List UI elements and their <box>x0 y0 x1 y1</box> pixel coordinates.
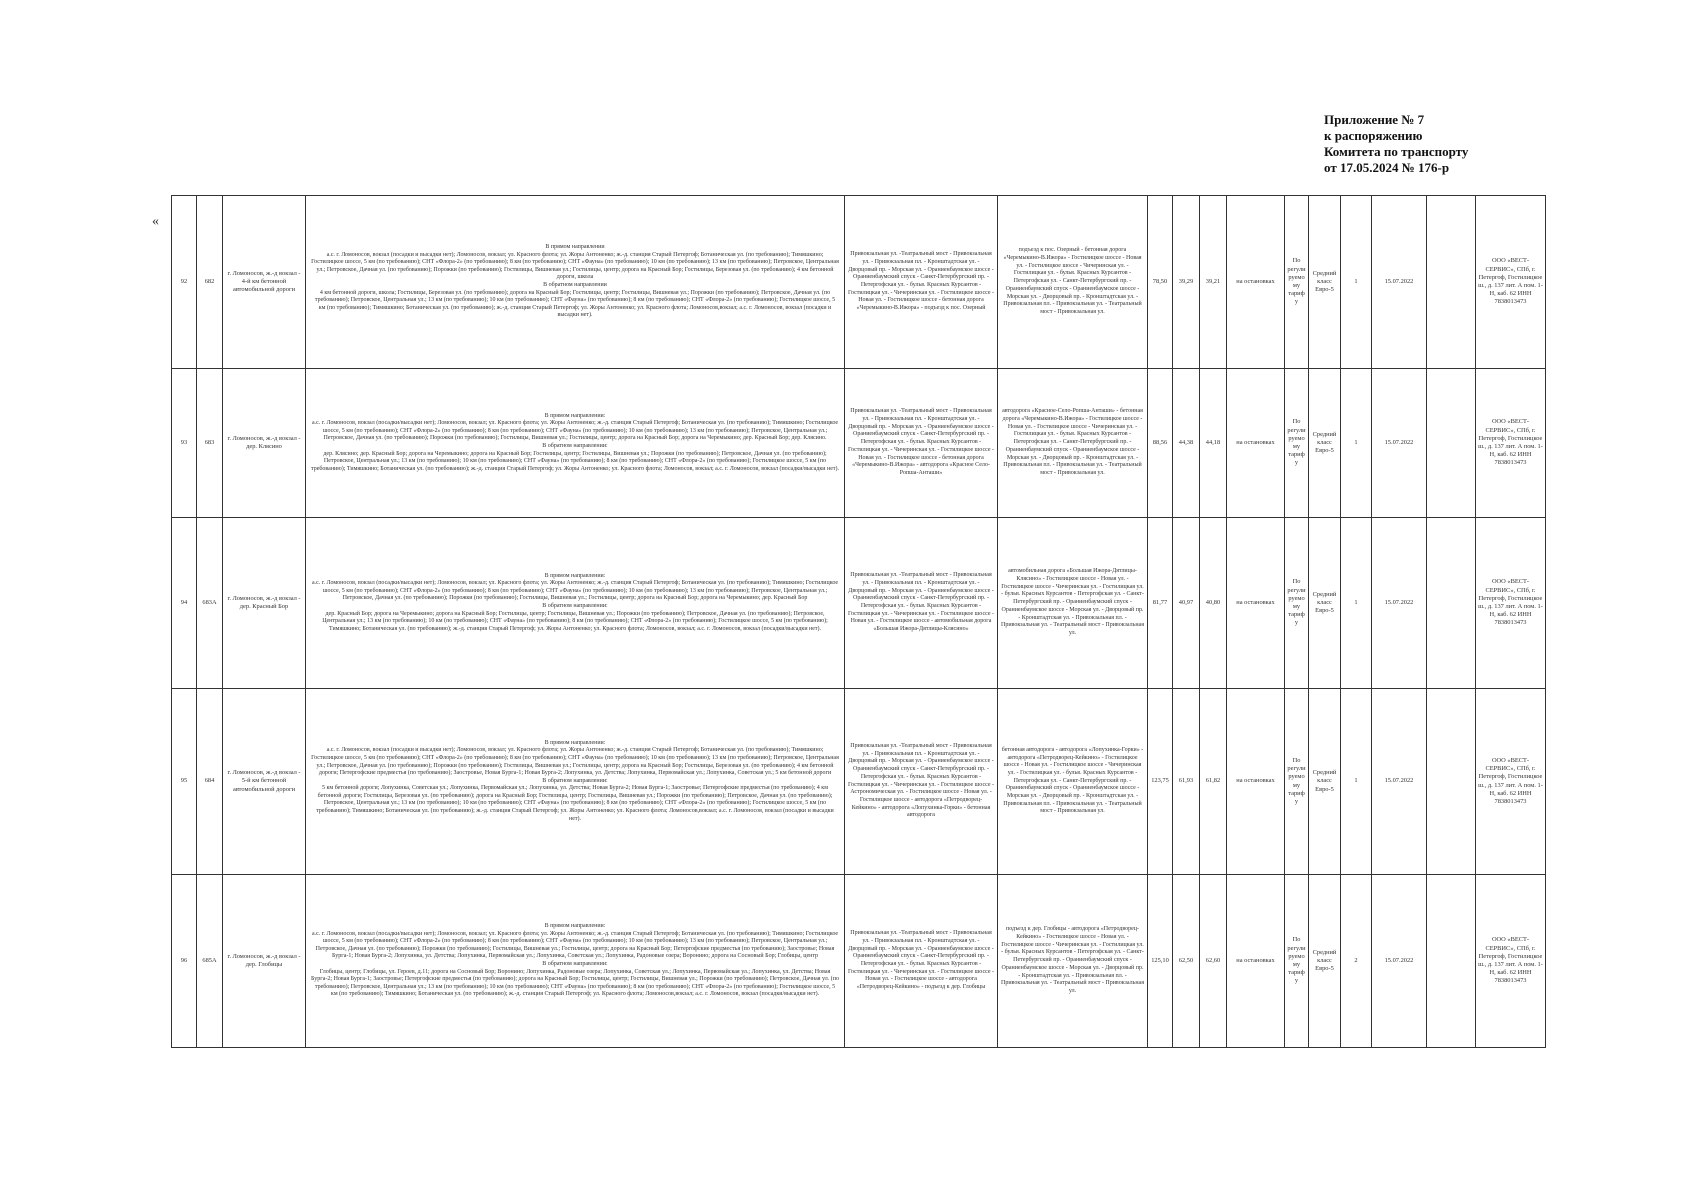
route-length: 78,50 <box>1148 196 1173 369</box>
streets-back: подъезд к пос. Озерный - бетонная дорога «Черемыкино-В.Ижора» - Гостилицкое шоссе - Новая ул. - Гостилицкое шоссе - Чичеринская ул. - Гостилицкая ул. - бульв. Красных Курсантов - Петергофская ул. - Санкт-Петербургский пр. - Ораниенбаумский спуск - Ораниенбаумское шоссе - Морская ул. - Дворцовый пр. - Кронштадтская ул. - Привокзальная пл. - Привокзальная ул. - Театральный мост - Привокзальная ул. <box>998 196 1148 369</box>
route-path <box>306 196 845 369</box>
header-line-3: Комитета по транспорту <box>1324 144 1469 159</box>
streets-forward: Привокзальная ул. -Театральный мост - Привокзальная ул. - Привокзальная пл. - Кронштадтская ул. - Дворцовый пр. - Морская ул. - Ораниенбаумское шоссе - Ораниенбаумский спуск - Санкт-Петербургский пр. - Петергофская ул. - бульв. Красных Курсантов - Гостилицкая ул. - Чичеринская ул. - Гостилицкое шоссе - Новая ул. - Гостилицкое шоссе - автомобильная дорога «Большая Ижора-Дятлицы-Клясино» <box>845 518 998 689</box>
forward-length: 62,50 <box>1173 875 1200 1048</box>
header-line-2: к распоряжению <box>1324 128 1423 143</box>
vehicle-class: Средний класс Евро-5 <box>1309 369 1341 518</box>
tariff-type: По регулируемому тарифу <box>1285 689 1309 875</box>
tariff-type: По регулируемому тарифу <box>1285 196 1309 369</box>
row-number: 92 <box>172 196 197 369</box>
back-title: В обратном направлении: <box>542 777 608 784</box>
forward-stops: а.с. г. Ломоносов, вокзал (посадки/высадки нет); Ломоносов, вокзал; ул. Красного флота; ул. Жоры Антоненко; ж.-д. станция Старый Петергоф; Ботаническая ул. (по требованию); Тимяшкино; Гостилицкое шоссе, 5 км (по требованию); СНТ «Флора-2» (по требованию); 8 км (по требованию); СНТ «Фауна» (по требованию); 10 км (по требованию); 13 км (по требованию); Петровское, Центральная ул.; Петровское, Дачная ул. (по требованию); Порожки (по требованию); Гостилицы, Вишневая ул.; Гостилицы, центр; дорога на Красный Бор; Петергофские предместья (по требованию); Заостровье; Новая Бурга-1; Новая Бурга-2; Лопухинка, ул. Детства; Лопухинка, Первомайская ул.; Лопухинка, Советская ул.; Лопухинка, Радоновые озера; Воронино; дорога на Сосновый Бор; Глобицы, центр <box>311 930 839 960</box>
back-length: 62,60 <box>1200 875 1227 1048</box>
header-line-1: Приложение № 7 <box>1324 112 1425 127</box>
stop-order: на остановках <box>1227 196 1285 369</box>
streets-back: бетонная автодорога - автодорога «Лопухинка-Горки» - автодорога «Петродворец-Кейкино» - Гостилицкое шоссе - Новая ул. - Гостилицкое шоссе - Чичеринская ул. - Гостилицкая ул. - бульв. Красных Курсантов - Петергофская ул. - Санкт-Петербургский пр. - Ораниенбаумский спуск - Ораниенбаумское шоссе - Морская ул. - Дворцовый пр. - Кронштадтская ул. - Привокзальная пл. - Привокзальная ул. - Театральный мост - Привокзальная ул. <box>998 689 1148 875</box>
vehicle-count: 2 <box>1341 875 1372 1048</box>
empty-cell <box>1427 875 1476 1048</box>
empty-cell <box>1427 518 1476 689</box>
streets-forward: Привокзальная ул. -Театральный мост - Привокзальная ул. - Привокзальная пл. - Кронштадтская ул. - Дворцовый пр. - Морская ул. - Ораниенбаумское шоссе - Ораниенбаумский спуск - Санкт-Петербургский пр. - Петергофская ул. - бульв. Красных Курсантов - Гостилицкая ул. - Чичеринская ул. - Гостилицкое шоссе - Астрономическая ул. - Гостилицкое шоссе - Новая ул. - Гостилицкое шоссе - автодорога «Петродворец-Кейкино» - автодорога «Лопухинка-Горки» - бетонная автодорога <box>845 689 998 875</box>
route-name: г. Ломоносов, ж.-д вокзал - 5-й км бетонной автомобильной дороги <box>223 689 306 875</box>
back-stops: дер. Красный Бор; дорога на Черемыкино; дорога на Красный Бор; Гостилицы, центр; Гостилицы, Вишневая ул.; Порожки (по требованию); Петровское, Дачная ул. (по требованию); Петровское, Центральная ул.; 13 км (по требованию); 10 км (по требованию); СНТ «Фауна» (по требованию); 8 км (по требованию); СНТ «Флора-2» (по требованию); Гостилицкое шоссе, 5 км (по требованию); Тимяшкино; Ботаническая ул. (по требованию); ж.-д. станция Старый Петергоф; ул. Жоры Антоненко; ул. Красного флота; Ломоносов, вокзал; а.с. г. Ломоносов, вокзал (посадки/высадки нет). <box>322 610 828 632</box>
streets-forward: Привокзальная ул. -Театральный мост - Привокзальная ул. - Привокзальная пл. - Кронштадтская ул. - Дворцовый пр. - Морская ул. - Ораниенбаумское шоссе - Ораниенбаумский спуск - Санкт-Петербургский пр. - Петергофская ул. - бульв. Красных Курсантов - Гостилицкая ул. - Чичеринская ул. - Гостилицкое шоссе - Новая ул. - Гостилицкое шоссе - бетонная дорога «Черемыкино-В.Ижора» - автодорога «Красное Село-Ропша-Анташи» <box>845 369 998 518</box>
tariff-type: По регулируемому тарифу <box>1285 518 1309 689</box>
carrier-info: ООО «ВЕСТ-СЕРВИС», СПб, г. Петергоф, Гостилицкое ш., д. 137 лит. А пом. 1-Н, каб. 62 ИНН 7838013473 <box>1476 875 1546 1048</box>
route-number: 685А <box>197 875 223 1048</box>
route-length: 88,56 <box>1148 369 1173 518</box>
forward-title: В прямом направлении: <box>544 412 606 419</box>
back-length: 61,82 <box>1200 689 1227 875</box>
route-path <box>306 369 845 518</box>
row-number: 96 <box>172 875 197 1048</box>
streets-back: автодорога «Красное-Село-Ропша-Анташи» - бетонная дорога «Черемыкино-В.Ижора» - Гостилицкое шоссе - Новая ул. - Гостилицкое шоссе - Чичеринская ул. - Гостилицкая ул. - бульв. Красных Курсантов - Петергофская ул. - Санкт-Петербургский пр. - Ораниенбаумский спуск - Ораниенбаумское шоссе - Морская ул. - Дворцовый пр. - Кронштадтская ул. - Привокзальная пл. - Привокзальная ул. - Театральный мост - Привокзальная ул. <box>998 369 1148 518</box>
opening-quote-mark: « <box>152 214 159 229</box>
streets-back: автомобильная дорога «Большая Ижора-Дятлицы-Клясино» - Гостилицкое шоссе - Новая ул. - Гостилицкое шоссе - Чичеринская ул. - Гостилицкая ул. - бульв. Красных Курсантов - Петергофская ул. - Санкт-Петербургский пр. - Ораниенбаумский спуск - Ораниенбаумское шоссе - Морская ул. - Дворцовый пр. - Кронштадтская ул. - Привокзальная пл. - Привокзальная ул. - Театральный мост - Привокзальная ул. <box>998 518 1148 689</box>
forward-length: 40,97 <box>1173 518 1200 689</box>
forward-length: 44,38 <box>1173 369 1200 518</box>
table-row <box>172 369 1546 518</box>
route-length: 125,10 <box>1148 875 1173 1048</box>
empty-cell <box>1427 369 1476 518</box>
table-row <box>172 518 1546 689</box>
route-length: 81,77 <box>1148 518 1173 689</box>
route-name: г. Ломоносов, ж.-д вокзал - дер. Клясино <box>223 369 306 518</box>
route-name: г. Ломоносов, ж.-д вокзал - 4-й км бетонной автомобильной дороги <box>223 196 306 369</box>
carrier-info: ООО «ВЕСТ-СЕРВИС», СПб, г. Петергоф, Гостилицкое ш., д. 137 лит. А пом. 1-Н, каб. 62 ИНН 7838013473 <box>1476 369 1546 518</box>
back-title: В обратном направлении: <box>542 443 608 449</box>
back-length: 44,18 <box>1200 369 1227 518</box>
route-name: г. Ломоносов, ж.-д вокзал - дер. Глобицы <box>223 875 306 1048</box>
header-line-4: от 17.05.2024 № 176-р <box>1324 160 1450 175</box>
empty-cell <box>1427 196 1476 369</box>
tariff-type: По регулируемому тарифу <box>1285 875 1309 1048</box>
back-title: В обратном направлении <box>543 282 607 288</box>
carrier-info: ООО «ВЕСТ-СЕРВИС», СПб, г. Петергоф, Гостилицкое ш., д. 137 лит. А пом. 1-Н, каб. 62 ИНН 7838013473 <box>1476 518 1546 689</box>
document-header <box>1324 112 1468 176</box>
forward-title: В прямом направлении: <box>544 739 606 746</box>
vehicle-count: 1 <box>1341 196 1372 369</box>
stop-order: на остановках <box>1227 875 1285 1048</box>
back-stops: дер. Клясино; дер. Красный Бор; дорога на Черемыкино; дорога на Красный Бор; Гостилицы, центр; Гостилицы, Вишневая ул.; Порожки (по требованию); Петровское, Дачная ул. (по требованию); Петровское, Центральная ул.; 13 км (по требованию); 10 км (по требованию); СНТ «Фауна» (по требованию); 8 км (по требованию); СНТ «Флора-2» (по требованию); Гостилицкое шоссе, 5 км (по требованию); Тимяшкино; Ботаническая ул. (по требованию); ж.-д. станция Старый Петергоф; ул. Жоры Антоненко; ул. Красного флота; Ломоносов, вокзал; а.с. г. Ломоносов, вокзал (посадки/высадки нет). <box>311 450 840 472</box>
back-title: В обратном направлении: <box>542 961 608 967</box>
start-date: 15.07.2022 <box>1372 518 1427 689</box>
route-number: 684 <box>197 689 223 875</box>
table-row <box>172 196 1546 369</box>
forward-stops: а.с. г. Ломоносов, вокзал (посадки и высадки нет); Ломоносов, вокзал; ул. Красного флота; ул. Жоры Антоненко; ж.-д. станция Старый Петергоф; Ботаническая ул. (по требованию); Тимяшкино; Гостилицкое шоссе, 5 км (по требованию); СНТ «Флора-2» (по требованию); 8 км (по требованию); СНТ «Фауна» (по требованию); 10 км (по требованию); 13 км (по требованию); Петровское, Центральная ул.; Петровское, Дачная ул. (по требованию); Порожки (по требованию); Гостилицы, Вишневая ул.; Гостилицы, центр; дорога на Красный Бор; Гостилицы, Березовая ул. (по требованию); 4 км бетонной дороги; Петергофские предместья (по требованию); Заостровье, Новая Бурга-1; Новая Бурга-2; Лопухинка, ул. Детства; Лопухинка, Первомайская ул.; Лопухинка, Советская ул.; 5 км бетонной дороги <box>311 747 839 777</box>
table-row <box>172 689 1546 875</box>
back-stops: 4 км бетонной дороги, школа; Гостилицы, Березовая ул. (по требованию); дорога на Красный Бор; Гостилицы, центр; Гостилицы, Вишневая ул.; Порожки (по требованию); Петровское, Дачная ул. (по требованию); Петровское, Центральная ул.; 13 км (по требованию); 10 км (по требованию); СНТ «Фауна» (по требованию); 8 км (по требованию); СНТ «Флора-2» (по требованию); Гостилицкое шоссе, 5 км (по требованию); Тимяшкино; Ботаническая ул. (по требованию); ж.-д. станция Старый Петергоф; ул. Жоры Антоненко; ул. Красного флота; Ломоносов,вокзал; а.с. г. Ломоносов, вокзал (посадки и высадки нет). <box>314 289 836 319</box>
back-length: 40,80 <box>1200 518 1227 689</box>
start-date: 15.07.2022 <box>1372 369 1427 518</box>
forward-title: В прямом направлении: <box>544 923 606 930</box>
forward-stops: а.с. г. Ломоносов, вокзал (посадки/высадки нет); Ломоносов, вокзал; ул. Красного флота; ул. Жоры Антоненко; ж.-д. станция Старый Петергоф; Ботаническая ул. (по требованию); Тимяшкино; Гостилицкое шоссе, 5 км (по требованию); СНТ «Флора-2» (по требованию); 8 км (по требованию); СНТ «Фауна» (по требованию); 10 км (по требованию); 13 км (по требованию); Петровское, Центральная ул.; Петровское, Дачная ул. (по требованию); Порожки (по требованию); Гостилицы, Вишневая ул.; Гостилицы, центр; дорога на Красный Бор; дорога на Черемыкино; дер. Красный Бор <box>311 580 839 602</box>
route-number: 683 <box>197 369 223 518</box>
back-title: В обратном направлении: <box>542 603 608 609</box>
route-name: г. Ломоносов, ж.-д вокзал - дер. Красный Бор <box>223 518 306 689</box>
empty-cell <box>1427 689 1476 875</box>
streets-back: подъезд к дер. Глобицы - автодорога «Петродворец-Кейкино» - Гостилицкое шоссе - Новая ул. - Гостилицкое шоссе - Чичеринская ул. - Гостилицкая ул. - бульв. Красных Курсантов - Петергофская ул. - Санкт-Петербургский пр. - Ораниенбаумский спуск - Ораниенбаумское шоссе - Морская ул. - Дворцовый пр. - Кронштадтская ул. - Привокзальная пл. - Привокзальная ул. - Театральный мост - Привокзальная ул. <box>998 875 1148 1048</box>
forward-stops: а.с. г. Ломоносов, вокзал (посадки и высадки нет); Ломоносов, вокзал; ул. Красного флота; ул. Жоры Антоненко; ж.-д. станция Старый Петергоф; Ботаническая ул. (по требованию); Тимяшкино; Гостилицкое шоссе, 5 км (по требованию); СНТ «Флора-2» (по требованию); 8 км (по требованию); СНТ «Фауна» (по требованию); 10 км (по требованию); 13 км (по требованию); Петровское, Центральная ул.; Петровское, Дачная ул. (по требованию); Порожки (по требованию); Гостилицы, Вишневая ул.; Гостилицы, центр; дорога на Красный Бор; Гостилицы, Березовая ул. (по требованию); 4 км бетонной дороги, школа <box>311 251 839 281</box>
back-stops: 5 км бетонной дороги; Лопухинка, Советская ул.; Лопухинка, Первомайская ул.; Лопухинка, ул. Детства; Новая Бурга-2; Новая Бурга-1; Заостровье; Петергофские предместья (по требованию); 4 км бетонной дороги; Гостилицы, Березовая ул. (по требованию); дорога на Красный Бор; Гостилицы, центр; Гостилицы, Вишневая ул.; Порожки (по требованию); Петровское, Дачная ул. (по требованию); Петровское, Центральная ул.; 13 км (по требованию); 10 км (по требованию); СНТ «Фауна» (по требованию); 8 км (по требованию); СНТ «Флора-2» (по требованию); Гостилицкое шоссе, 5 км (по требованию); Тимяшкино; Ботаническая ул. (по требованию); ж.-д. станция Старый Петергоф; ул. Жоры Антоненко; ул. Красного флота; Ломоносов,вокзал; а.с. г. Ломоносов, вокзал (посадки и высадки нет). <box>316 785 834 822</box>
carrier-info: ООО «ВЕСТ-СЕРВИС», СПб, г. Петергоф, Гостилицкое ш., д. 137 лит. А пом. 1-Н, каб. 62 ИНН 7838013473 <box>1476 689 1546 875</box>
back-stops: Глобицы, центр; Глобицы, ул. Героев, д.11; дорога на Сосновый Бор; Воронино; Лопухинка, Радоновые озера; Лопухинка, Советская ул.; Лопухинка, Первомайская ул.; Лопухинка, ул. Детства; Новая Бурга-2; Новая Бурга-1; Заостровье; Петергофские предместья (по требованию); дорога на Красный Бор; Гостилицы, центр; Гостилицы, Вишневая ул.; Порожки (по требованию); Петровское, Дачная ул. (по требованию); Петровское, Центральная ул.; 13 км (по требованию); 10 км (по требованию); СНТ «Фауна» (по требованию); 8 км (по требованию); СНТ «Флора-2» (по требованию); Гостилицкое шоссе, 5 км (по требованию); Тимяшкино; Ботаническая ул. (по требованию); ж.-д. станция Старый Петергоф; ул. Красного флота; Ломоносов,вокзал; а.с. г. Ломоносов, вокзал (посадки/высадки нет). <box>311 968 839 998</box>
back-length: 39,21 <box>1200 196 1227 369</box>
forward-stops: а.с. г. Ломоносов, вокзал (посадки/высадки нет); Ломоносов, вокзал; ул. Красного флота; ул. Жоры Антоненко; ж.-д. станция Старый Петергоф; Ботаническая ул. (по требованию); Тимяшкино; Гостилицкое шоссе, 5 км (по требованию); СНТ «Флора-2» (по требованию); 8 км (по требованию); СНТ «Фауна» (по требованию); 10 км (по требованию); 13 км (по требованию); Петровское, Центральная ул.; Петровское, Дачная ул. (по требованию); Порожки (по требованию); Гостилицы, Вишневая ул.; Гостилицы, центр; дорога на Красный Бор; дорога на Черемыкино; дер. Красный Бор; дер. Клясино. <box>311 420 839 442</box>
vehicle-class: Средний класс Евро-5 <box>1309 518 1341 689</box>
route-number: 683А <box>197 518 223 689</box>
vehicle-count: 1 <box>1341 518 1372 689</box>
table-row <box>172 875 1546 1048</box>
route-length: 123,75 <box>1148 689 1173 875</box>
start-date: 15.07.2022 <box>1372 875 1427 1048</box>
vehicle-class: Средний класс Евро-5 <box>1309 875 1341 1048</box>
tariff-type: По регулируемому тарифу <box>1285 369 1309 518</box>
forward-length: 39,29 <box>1173 196 1200 369</box>
vehicle-count: 1 <box>1341 369 1372 518</box>
route-number: 682 <box>197 196 223 369</box>
stop-order: на остановках <box>1227 689 1285 875</box>
forward-title: В прямом направлении <box>545 244 605 251</box>
route-path <box>306 518 845 689</box>
start-date: 15.07.2022 <box>1372 196 1427 369</box>
streets-forward: Привокзальная ул. -Театральный мост - Привокзальная ул. - Привокзальная пл. - Кронштадтская ул. - Дворцовый пр. - Морская ул. - Ораниенбаумское шоссе - Ораниенбаумский спуск - Санкт-Петербургский пр. - Петергофская ул. - бульв. Красных Курсантов - Гостилицкая ул. - Чичеринская ул. - Гостилицкое шоссе - Новая ул. - Гостилицкое шоссе - автодорога «Петродворец-Кейкино» - подъезд к дер. Глобицы <box>845 875 998 1048</box>
forward-length: 61,93 <box>1173 689 1200 875</box>
forward-title: В прямом направлении: <box>544 572 606 579</box>
stop-order: на остановках <box>1227 518 1285 689</box>
route-path <box>306 875 845 1048</box>
vehicle-count: 1 <box>1341 689 1372 875</box>
route-path <box>306 689 845 875</box>
start-date: 15.07.2022 <box>1372 689 1427 875</box>
row-number: 95 <box>172 689 197 875</box>
row-number: 93 <box>172 369 197 518</box>
row-number: 94 <box>172 518 197 689</box>
routes-table <box>171 195 1546 1048</box>
streets-forward: Привокзальная ул. -Театральный мост - Привокзальная ул. - Привокзальная пл. - Кронштадтская ул. - Дворцовый пр. - Морская ул. - Ораниенбаумское шоссе - Ораниенбаумский спуск - Санкт-Петербургский пр. - Петергофская ул. - бульв. Красных Курсантов - Гостилицкая ул. - Чичеринская ул. - Гостилицкое шоссе - Новая ул. - Гостилицкое шоссе - бетонная дорога «Черемыкино-В.Ижора» - подъезд к пос. Озерный <box>845 196 998 369</box>
stop-order: на остановках <box>1227 369 1285 518</box>
vehicle-class: Средний класс Евро-5 <box>1309 689 1341 875</box>
vehicle-class: Средний класс Евро-5 <box>1309 196 1341 369</box>
carrier-info: ООО «ВЕСТ-СЕРВИС», СПб, г. Петергоф, Гостилицкое ш., д. 137 лит. А пом. 1-Н, каб. 62 ИНН 7838013473 <box>1476 196 1546 369</box>
